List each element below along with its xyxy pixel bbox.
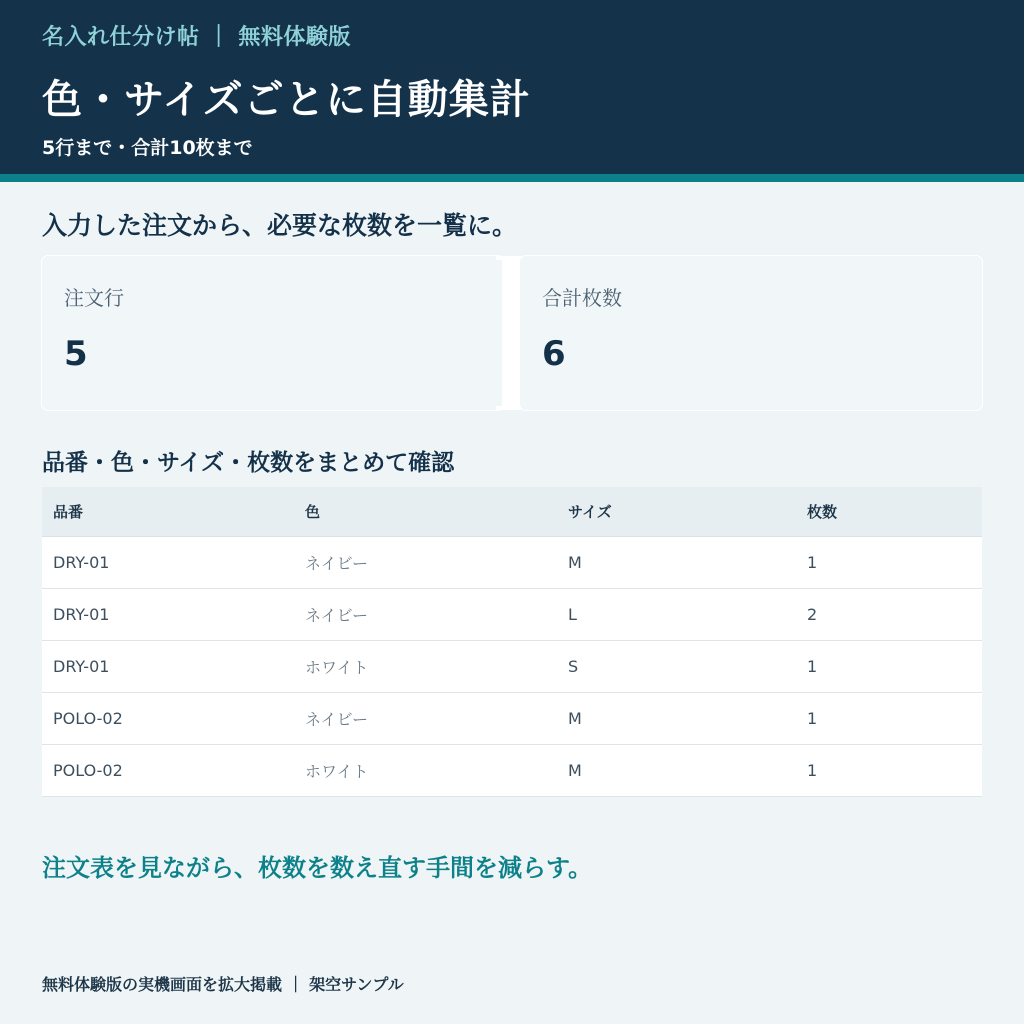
table-row bbox=[42, 693, 982, 745]
stat-label: 合計枚数 bbox=[542, 286, 622, 310]
stat-card-order-rows bbox=[42, 256, 504, 410]
column-header-color: 色 bbox=[305, 503, 321, 521]
cell-size: M bbox=[568, 553, 582, 572]
cell-color: ホワイト bbox=[305, 762, 369, 781]
table-row bbox=[42, 745, 982, 797]
cell-size: S bbox=[568, 657, 579, 676]
table-header-row bbox=[42, 487, 982, 537]
cell-quantity: 1 bbox=[807, 553, 818, 572]
cell-quantity: 1 bbox=[807, 657, 818, 676]
cell-quantity: 1 bbox=[807, 709, 818, 728]
stat-label: 注文行 bbox=[64, 286, 124, 310]
stat-value: 5 bbox=[64, 334, 88, 374]
column-header-size: サイズ bbox=[568, 503, 612, 521]
table-row bbox=[42, 537, 982, 589]
section-title: 品番・色・サイズ・枚数をまとめて確認 bbox=[42, 450, 455, 476]
cell-color: ネイビー bbox=[305, 554, 369, 573]
table-row bbox=[42, 641, 982, 693]
page-title: 色・サイズごとに自動集計 bbox=[42, 77, 531, 123]
tagline: 注文表を見ながら、枚数を数え直す手間を減らす。 bbox=[42, 854, 593, 882]
cell-color: ホワイト bbox=[305, 658, 369, 677]
cell-size: M bbox=[568, 709, 582, 728]
cell-quantity: 1 bbox=[807, 761, 818, 780]
cell-item-number: POLO-02 bbox=[53, 709, 123, 728]
stat-card-total-quantity bbox=[520, 256, 982, 410]
app-brand: 名入れ仕分け帖 ｜ 無料体験版 bbox=[42, 25, 351, 50]
cell-size: L bbox=[568, 605, 577, 624]
lead-text: 入力した注文から、必要な枚数を一覧に。 bbox=[42, 211, 518, 240]
column-header-item-number: 品番 bbox=[53, 503, 84, 521]
cell-item-number: DRY-01 bbox=[53, 657, 110, 676]
column-header-quantity: 枚数 bbox=[807, 503, 838, 521]
cell-color: ネイビー bbox=[305, 710, 369, 729]
page-subtitle: 5行まで・合計10枚まで bbox=[42, 137, 253, 159]
table-row bbox=[42, 589, 982, 641]
cell-size: M bbox=[568, 761, 582, 780]
stat-value: 6 bbox=[542, 334, 566, 374]
header-banner bbox=[0, 0, 1024, 174]
cell-quantity: 2 bbox=[807, 605, 818, 624]
cell-item-number: DRY-01 bbox=[53, 605, 110, 624]
footer-note: 無料体験版の実機画面を拡大掲載 ｜ 架空サンプル bbox=[42, 975, 404, 994]
header-accent-bar bbox=[0, 174, 1024, 182]
summary-table bbox=[42, 487, 982, 797]
cell-item-number: DRY-01 bbox=[53, 553, 110, 572]
cell-item-number: POLO-02 bbox=[53, 761, 123, 780]
stat-divider bbox=[502, 256, 520, 410]
cell-color: ネイビー bbox=[305, 606, 369, 625]
